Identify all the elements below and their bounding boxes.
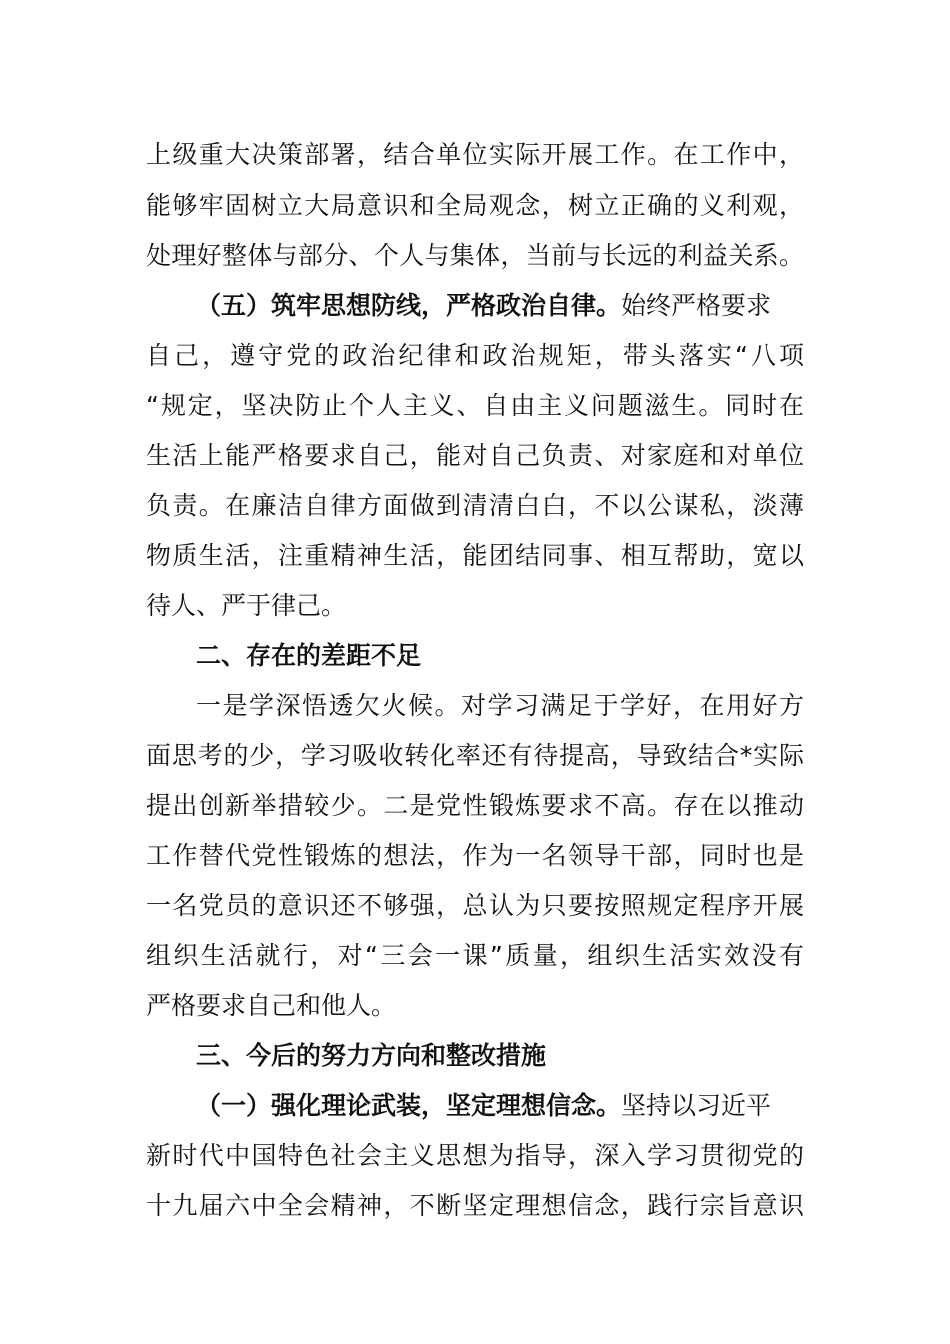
body-line: “规定，坚决防止个人主义、自由主义问题滋生。同时在 (146, 391, 804, 420)
section-heading-3: 三、今后的努力方向和整改措施 (196, 1041, 547, 1070)
body-line: 一是学深悟透欠火候。对学习满足于学好，在用好方 (196, 691, 804, 720)
section-five-text: 始终严格要求 (621, 291, 772, 320)
section-five-heading: （五）筑牢思想防线，严格政治自律。 (196, 291, 622, 320)
body-line: 负责。在廉洁自律方面做到清清白白，不以公谋私，淡薄 (146, 491, 804, 520)
body-line: 待人、严于律己。 (146, 591, 347, 620)
item-one-line (196, 1085, 804, 1127)
item-one-text: 坚持以习近平 (621, 1091, 772, 1120)
item-one-heading: （一）强化理论武装，坚定理想信念。 (196, 1091, 622, 1120)
section-heading-2: 二、存在的差距不足 (196, 641, 422, 670)
body-line: 十九届六中全会精神，不断坚定理想信念，践行宗旨意识 (146, 1191, 804, 1220)
body-line: 能够牢固树立大局意识和全局观念，树立正确的义利观， (146, 191, 804, 220)
body-line: 面思考的少，学习吸收转化率还有待提高，导致结合*实际 (146, 741, 804, 770)
body-line: 生活上能严格要求自己，能对自己负责、对家庭和对单位 (146, 441, 804, 470)
body-line: 上级重大决策部署，结合单位实际开展工作。在工作中， (146, 140, 804, 169)
body-line: 物质生活，注重精神生活，能团结同事、相互帮助，宽以 (146, 541, 804, 570)
body-line: 自己，遵守党的政治纪律和政治规矩，带头落实“八项 (146, 341, 804, 370)
body-line: 提出创新举措较少。二是党性锻炼要求不高。存在以推动 (146, 791, 804, 820)
body-line: 一名党员的意识还不够强，总认为只要按照规定程序开展 (146, 891, 804, 920)
body-line: 严格要求自己和他人。 (146, 991, 397, 1020)
body-line: 工作替代党性锻炼的想法，作为一名领导干部，同时也是 (146, 841, 804, 870)
body-line: 新时代中国特色社会主义思想为指导，深入学习贯彻党的 (146, 1141, 804, 1170)
body-line: 组织生活就行，对“三会一课”质量，组织生活实效没有 (146, 941, 804, 970)
section-five-line (196, 285, 804, 327)
body-line: 处理好整体与部分、个人与集体，当前与长远的利益关系。 (146, 241, 804, 270)
